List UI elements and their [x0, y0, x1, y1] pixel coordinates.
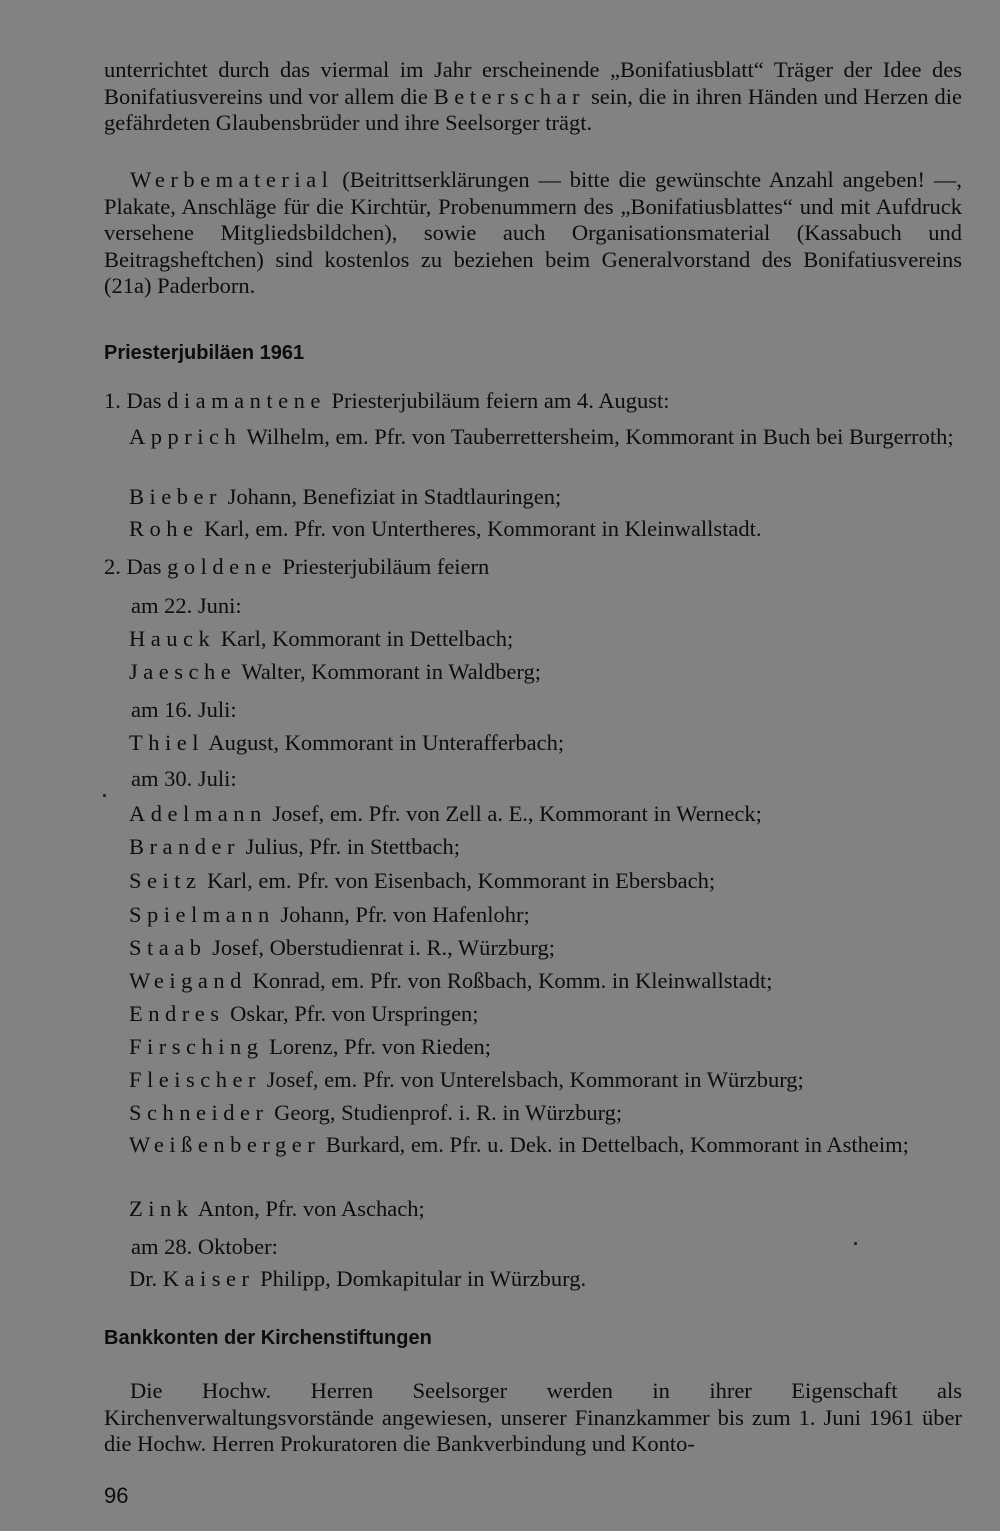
entry-adelmann: Adelmann Josef, em. Pfr. von Zell a. E., Kommorant in Werneck; [129, 801, 762, 826]
date-july-16: am 16. Juli: [131, 697, 237, 722]
print-speck [103, 794, 106, 797]
date-july-30: am 30. Juli: [131, 766, 237, 791]
entry-fleischer: Fleischer Josef, em. Pfr. von Unterelsbach, Kommorant in Würzburg; [129, 1067, 804, 1092]
entry-schneider: Schneider Georg, Studienprof. i. R. in Würzburg; [129, 1100, 623, 1125]
date-october-28: am 28. Oktober: [131, 1234, 278, 1259]
print-speck [854, 1242, 857, 1245]
entry-kaiser: Dr. Kaiser Philipp, Domkapitular in Würzburg. [129, 1266, 587, 1291]
entry-spielmann: Spielmann Johann, Pfr. von Hafenlohr; [129, 902, 530, 927]
entry-jaesche: Jaesche Walter, Kommorant in Waldberg; [129, 659, 542, 684]
page-number: 96 [104, 1483, 129, 1508]
entry-seitz: Seitz Karl, em. Pfr. von Eisenbach, Kommorant in Ebersbach; [129, 868, 716, 893]
entry-bieber: Bieber Johann, Benefiziat in Stadtlauringen; [129, 484, 562, 509]
spaced-word: Werbematerial [130, 167, 334, 192]
entry-brander: Brander Julius, Pfr. in Stettbach; [129, 834, 460, 859]
entry-staab: Staab Josef, Oberstudienrat i. R., Würzburg; [129, 935, 555, 960]
list-item-diamond: 1. Das diamantene Priesterjubiläum feiern am 4. August: [104, 388, 670, 413]
section-heading-bankkonten: Bankkonten der Kirchenstiftungen [104, 1327, 432, 1349]
entry-weigand: Weigand Konrad, em. Pfr. von Roßbach, Komm. in Kleinwallstadt; [129, 968, 773, 993]
entry-apprich: Apprich Wilhelm, em. Pfr. von Tauberrettersheim, Kommorant in Buch bei Burgerroth; [129, 424, 954, 449]
entry-endres: Endres Oskar, Pfr. von Urspringen; [129, 1001, 479, 1026]
entry-weissenberger: Weißenberger Burkard, em. Pfr. u. Dek. in Dettelbach, Kommorant in Astheim; [129, 1132, 909, 1157]
intro-paragraph-1: unterrichtet durch das viermal im Jahr erscheinende „Bonifatiusblatt“ Träger der Idee des Bonifatiusvereins und vor allem die Beterschar sein, die in ihren Händen und Herzen die gefährdeten Glaubensbrüder und ihre Seelsorger trägt. [104, 57, 962, 135]
spaced-word: Beterschar [433, 83, 585, 109]
entry-thiel: Thiel August, Kommorant in Unterafferbach; [129, 730, 565, 755]
entry-zink: Zink Anton, Pfr. von Aschach; [129, 1196, 425, 1221]
entry-rohe: Rohe Karl, em. Pfr. von Untertheres, Kommorant in Kleinwallstadt. [129, 516, 762, 541]
list-item-golden: 2. Das goldene Priesterjubiläum feiern [104, 554, 490, 579]
date-june-22: am 22. Juni: [131, 593, 242, 618]
intro-paragraph-2: Werbematerial (Beitrittserklärungen — bitte die gewünschte Anzahl angeben! —, Plakate, Anschläge für die Kirchtür, Probenummern des „Bonifatiusblattes“ und mit Aufdruck versehene Mitgliedsbildchen), sowie auch Organisationsmaterial (Kassabuch und Beitragsheftchen) sind kostenlos zu beziehen beim Generalvorstand des Bonifatiusvereins (21a) Paderborn. [104, 167, 962, 298]
entry-hauck: Hauck Karl, Kommorant in Dettelbach; [129, 626, 514, 651]
bankkonten-paragraph: Die Hochw. Herren Seelsorger werden in ihrer Eigenschaft als Kirchenverwaltungsvorstände angewiesen, unserer Finanzkammer bis zum 1. Juni 1961 über die Hochw. Herren Prokuratoren die Bankverbindung und Konto- [104, 1378, 962, 1456]
section-heading-priesterjubilaeen: Priesterjubiläen 1961 [104, 342, 305, 364]
entry-firsching: Firsching Lorenz, Pfr. von Rieden; [129, 1034, 491, 1059]
